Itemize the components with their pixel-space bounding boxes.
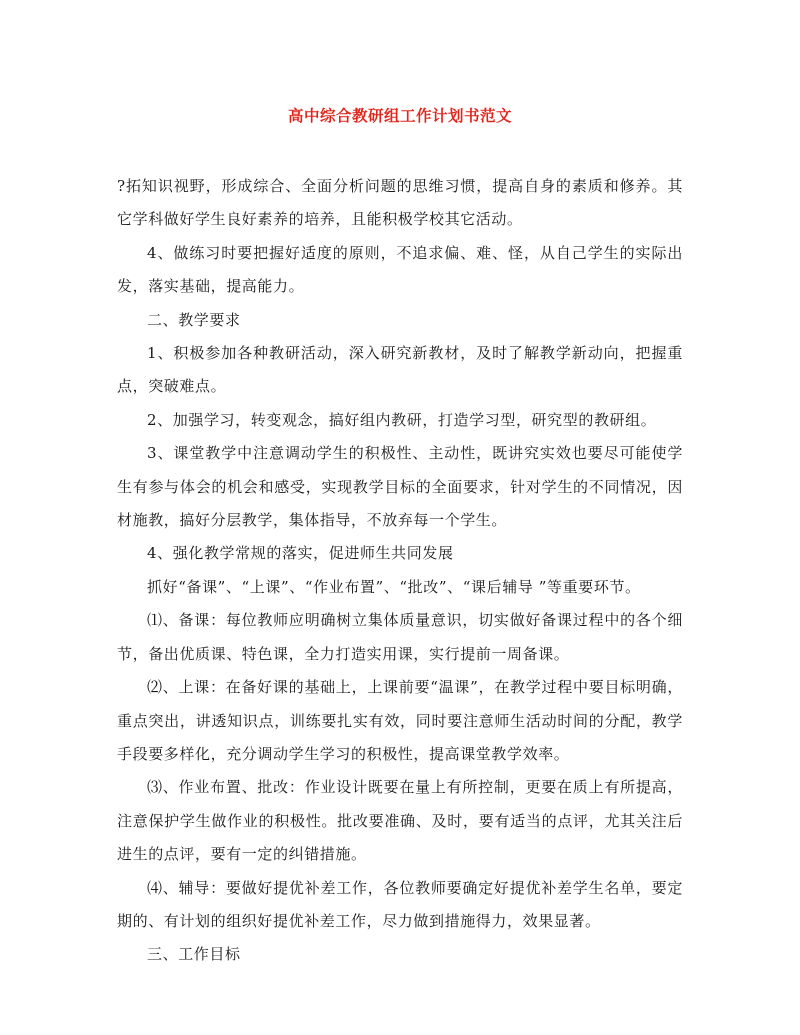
paragraph: ⑶、作业布置、批改：作业设计既要在量上有所控制，更要在质上有所提高，注意保护学生做作业的积极性。批改要准确、及时，要有适当的点评，尤其关注后进生的点评，要有一定的纠错措施。: [117, 778, 683, 864]
paragraph: ⑷、辅导：要做好提优补差工作，各位教师要确定好提优补差学生名单，要定期的、有计划的组织好提优补差工作，尽力做到措施得力，效果显著。: [117, 878, 683, 930]
section-heading: 三、工作目标: [147, 945, 241, 964]
paragraph: ⑴、备课：每位教师应明确树立集体质量意识，切实做好备课过程中的各个细节，备出优质课、特色课，全力打造实用课，实行提前一周备课。: [117, 611, 683, 663]
paragraph: ?拓知识视野，形成综合、全面分析问题的思维习惯，提高自身的素质和修养。其它学科做好学生良好素养的培养，且能积极学校其它活动。: [117, 177, 683, 229]
paragraph: ⑵、上课：在备好课的基础上，上课前要“温课”，在教学过程中要目标明确，重点突出，讲透知识点，训练要扎实有效，同时要注意师生活动时间的分配，教学手段要多样化，充分调动学生学习的积极性，提高课堂教学效率。: [117, 678, 683, 763]
document-body: [117, 170, 683, 972]
document-title: 高中综合教研组工作计划书范文: [287, 106, 512, 125]
paragraph: 4、强化教学常规的落实，促进师生共同发展: [147, 544, 454, 563]
paragraph: 抓好“备课”、“上课”、“作业布置”、“批改”、“课后辅导 ”等重要环节。: [147, 577, 641, 596]
section-heading: 二、教学要求: [147, 310, 241, 329]
paragraph: 4、做练习时要把握好适度的原则，不追求偏、难、怪，从自己学生的实际出发，落实基础，提高能力。: [117, 243, 683, 296]
paragraph: 3、课堂教学中注意调动学生的积极性、主动性，既讲究实效也要尽可能使学生有参与体会的机会和感受，实现教学目标的全面要求，针对学生的不同情况，因材施教，搞好分层教学，集体指导，不放弃每一个学生。: [117, 444, 683, 530]
paragraph: 2、加强学习，转变观念，搞好组内教研，打造学习型，研究型的教研组。: [147, 410, 657, 429]
paragraph: 1、积极参加各种教研活动，深入研究新教材，及时了解教学新动向，把握重点，突破难点。: [117, 344, 683, 396]
